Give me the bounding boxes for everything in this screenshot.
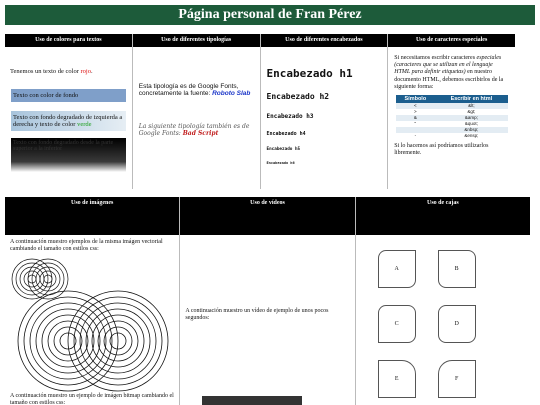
google-font-desc: Esta tipología es de Google Fonts, concretamente la fuente: [138,83,239,97]
symbols-table [396,95,508,139]
box-b: B [438,250,476,288]
special-intro-italic: especiales (caracteres que se utilizan en el lenguaje HTML para definir etiquetas) [394,55,502,76]
special-chars-column [388,34,515,189]
symbol-cell: - [414,133,417,139]
html-cell: &amp; [435,115,508,121]
heading-h4: Encabezado h4 [266,131,306,137]
google-font-name: Roboto Slab [212,90,251,97]
vector-text: A continuación muestro ejemplos de la misma imágen vectorial cambiando el tamaño con estilos css: [10,239,163,253]
vertical-gradient-box: Texto con fondo degradado desde la parte superior a la inferior [11,138,126,172]
images-column [5,197,180,405]
symbol-cell: & [396,115,435,121]
symbol-cell: < [396,103,435,109]
heading-h3: Encabezado h3 [266,113,314,120]
red-line-pre: Tenemos un texto de color [10,68,79,75]
top-section [5,34,515,189]
table-row [396,133,508,139]
box-f: F [438,360,476,398]
script-font-text [139,123,254,137]
box-c: C [378,305,416,343]
boxes-column [356,197,530,405]
colors-heading: Uso de colores para textos [5,34,132,47]
html-cell: &ensp; [464,133,479,139]
special-outro: Si lo hacemos así podríamos utilizarlos libremente. [394,142,489,157]
video-text: A continuación muestro un vídeo de ejemplo de unos pocos segundos: [185,308,329,322]
html-cell: &gt; [467,109,476,115]
colors-column [5,34,133,189]
vector-image-large [10,289,180,394]
heading-h2: Encabezado h2 [266,92,330,101]
html-cell: &nbsp; [435,127,508,133]
bottom-section [5,197,530,405]
special-heading: Uso de caracteres especiales [388,34,515,47]
fonts-column [133,34,261,189]
google-font-text [139,83,254,97]
html-cell: &lt; [435,103,508,109]
symbol-cell: > [414,109,417,115]
video-player[interactable] [202,396,302,405]
heading-h5: Encabezado h5 [266,147,301,152]
page-title: Página personal de Fran Pérez [5,5,535,25]
heading-h6: Encabezado h6 [266,161,295,165]
boxes-heading: Uso de cajas [356,197,530,235]
special-intro [394,55,509,91]
symbol-cell: " [414,121,417,127]
headings-heading: Uso de diferentes encabezados [261,34,388,47]
red-text-line [10,68,127,75]
red-line-post: . [90,68,93,75]
heading-h1: Encabezado h1 [266,67,353,80]
special-intro-a: Si necesitamos escribir caracteres [394,55,476,61]
bitmap-text: A continuación muestro un ejemplo de imágen bitmap cambiando el tamaño con estilos css: [10,393,174,405]
box-a: A [378,250,416,288]
html-cell: &quot; [464,121,478,127]
special-intro-b: en nuestro documento HTML, debemos escribirlos de la siguiente forma: [394,69,504,90]
fonts-heading: Uso de diferentes tipologías [133,34,260,47]
images-heading: Uso de imágenes [5,197,179,235]
red-word: rojo [80,68,91,75]
green-word: verde [77,121,92,128]
headings-column [261,34,389,189]
videos-heading: Uso de vídeos [180,197,354,235]
gradient-box [11,111,126,131]
script-font-name: Bad Script [182,130,219,137]
gradient-text: Texto con fondo degradado de izquierda a derecha y texto de color [13,114,123,128]
box-e: E [378,360,416,398]
col-html-header: Escribir en html [435,95,508,103]
script-font-desc: La siguiente tipología también es de Google Fonts: [138,123,250,137]
videos-column [180,197,355,405]
box-d: D [438,305,476,343]
col-symbol-header: Símbolo [396,95,435,103]
solid-bg-box: Texto con color de fondo [11,89,126,102]
